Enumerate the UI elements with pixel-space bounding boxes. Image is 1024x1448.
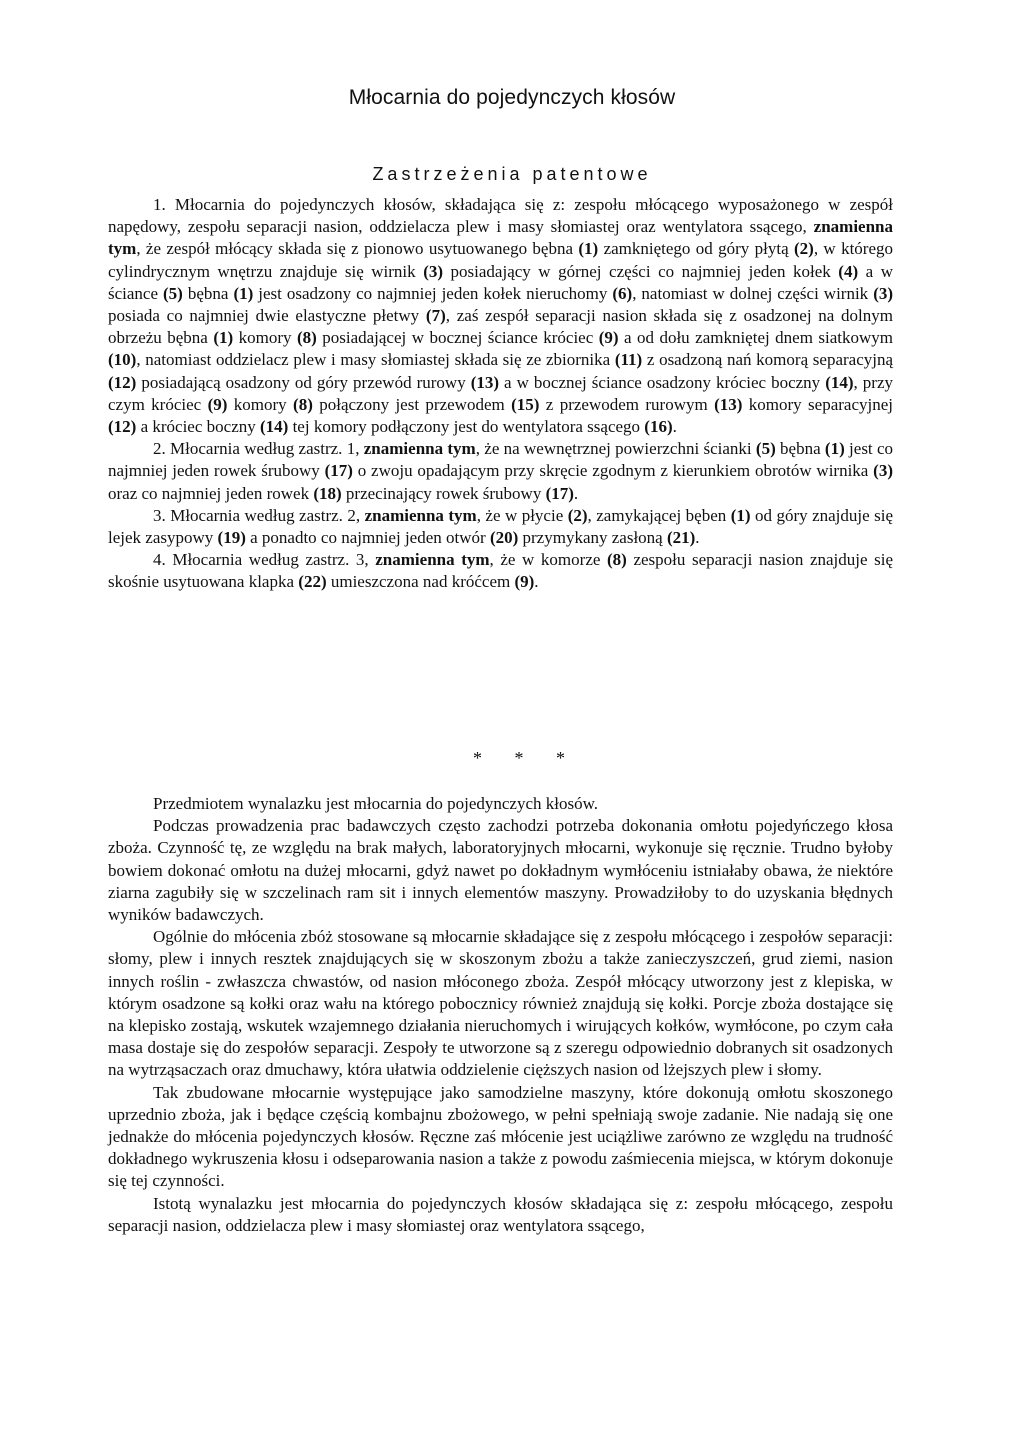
description-paragraph: Tak zbudowane młocarnie występujące jako samodzielne maszyny, które dokonują omłotu skoszonego uprzednio zboża, jak i będące częścią kombajnu zbożowego, w pełni spełniają swoje zadanie. Nie nadają się one jednakże do młócenia pojedynczych kłosów. Ręczne zaś młócenie jest uciążliwe zarówno ze względu na trudność dokładnego wykruszenia kłosu i odseparowania nasion a także z powodu zaśmiecenia miejsca, w którym dokonuje się tej czynności. xyxy=(108,1082,893,1191)
description-section xyxy=(108,793,893,1237)
section-separator: * * * xyxy=(473,748,579,768)
claim-paragraph: 4. Młocarnia według zastrz. 3, znamienna tym, że w komorze (8) zespołu separacji nasion znajduje się skośnie usytuowana klapka (22) umieszczona nad króćcem (9). xyxy=(108,550,894,592)
claims-heading: Zastrzeżenia patentowe xyxy=(372,164,652,184)
description-paragraph: Przedmiotem wynalazku jest młocarnia do pojedynczych kłosów. xyxy=(153,794,599,813)
description-paragraph: Istotą wynalazku jest młocarnia do pojedynczych kłosów składająca się z: zespołu młócącego, zespołu separacji nasion, oddzielacza plew i masy słomiastej oraz wentylatora ssącego, xyxy=(108,1193,893,1235)
description-paragraph: Podczas prowadzenia prac badawczych często zachodzi potrzeba dokonania omłotu pojedyńczego kłosa zboża. Czynność tę, ze względu na brak małych, laboratoryjnych młocarni, wykonuje się ręcznie. Trudno byłoby bowiem dokonać omłotu na dużej młocarni, gdyż nawet po dokładnym wymłóceniu istniałaby obawa, że niektóre ziarna zagubiły się w szczelinach ram sit i innych elementów maszyny. Prowadziłoby to do uzyskania błędnych wyników badawczych. xyxy=(108,816,893,925)
claim-paragraph: 1. Młocarnia do pojedynczych kłosów, składająca się z: zespołu młócącego wyposażonego w zespół napędowy, zespołu separacji nasion, oddzielacza plew i masy słomiastej oraz wentylatora ssącego, znamienna tym, że zespół młócący składa się z pionowo usytuowanego bębna (1) zamkniętego od góry płytą (2), w którego cylindrycznym wnętrzu znajduje się wirnik (3) posiadający w górnej części co najmniej jeden kołek (4) a w ściance (5) bębna (1) jest osadzony co najmniej jeden kołek nieruchomy (6), natomiast w dolnej części wirnik (3) posiada co najmniej dwie elastyczne płetwy (7), zaś zespół separacji nasion składa się z osadzonej na dolnym obrzeżu bębna (1) komory (8) posiadającej w bocznej ściance króciec (9) a od dołu zamkniętej dnem siatkowym (10), natomiast oddzielacz plew i masy słomiastej składa się ze zbiornika (11) z osadzoną nań komorą separacyjną (12) posiadającą osadzony od góry przewód rurowy (13) a w bocznej ściance osadzony króciec boczny (14), przy czym króciec (9) komory (8) połączony jest przewodem (15) z przewodem rurowym (13) komory separacyjnej (12) a króciec boczny (14) tej komory podłączony jest do wentylatora ssącego (16). xyxy=(108,195,894,437)
claim-paragraph: 2. Młocarnia według zastrz. 1, znamienna tym, że na wewnętrznej powierzchni ścianki (5) bębna (1) jest co najmniej jeden rowek śrubowy (17) o zwoju opadającym przy skręcie zgodnym z kierunkiem obrotów wirnika (3) oraz co najmniej jeden rowek (18) przecinający rowek śrubowy (17). xyxy=(108,439,893,503)
claim-paragraph: 3. Młocarnia według zastrz. 2, znamienna tym, że w płycie (2), zamykającej bęben (1) od góry znajduje się lejek zasypowy (19) a ponadto co najmniej jeden otwór (20) przymykany zasłoną (21). xyxy=(108,505,893,548)
document-title: Młocarnia do pojedynczych kłosów xyxy=(348,86,676,109)
claims-section xyxy=(108,194,893,594)
description-paragraph: Ogólnie do młócenia zbóż stosowane są młocarnie składające się z zespołu młócącego i zespołów separacji: słomy, plew i innych resztek znajdujących się w skoszonym zbożu a także zanieczyszczeń, grud ziemi, nasion innych roślin - zwłaszcza chwastów, od nasion młóconego zboża. Zespół młócący utworzony jest z klepiska, w którym osadzone są kołki oraz wału na którego pobocznicy również znajdują się kołki. Porcje zboża dostające się na klepisko zostają, wskutek wzajemnego działania nieruchomych i wirujących kołków, wymłócone, po czym cała masa dostaje się do zespołów separacji. Zespoły te utworzone są z szeregu odpowiednio dobranych sit osadzonych na wytrząsaczach oraz dmuchawy, która ułatwia oddzielenie cięższych nasion od lżejszych plew i słomy. xyxy=(108,927,893,1080)
